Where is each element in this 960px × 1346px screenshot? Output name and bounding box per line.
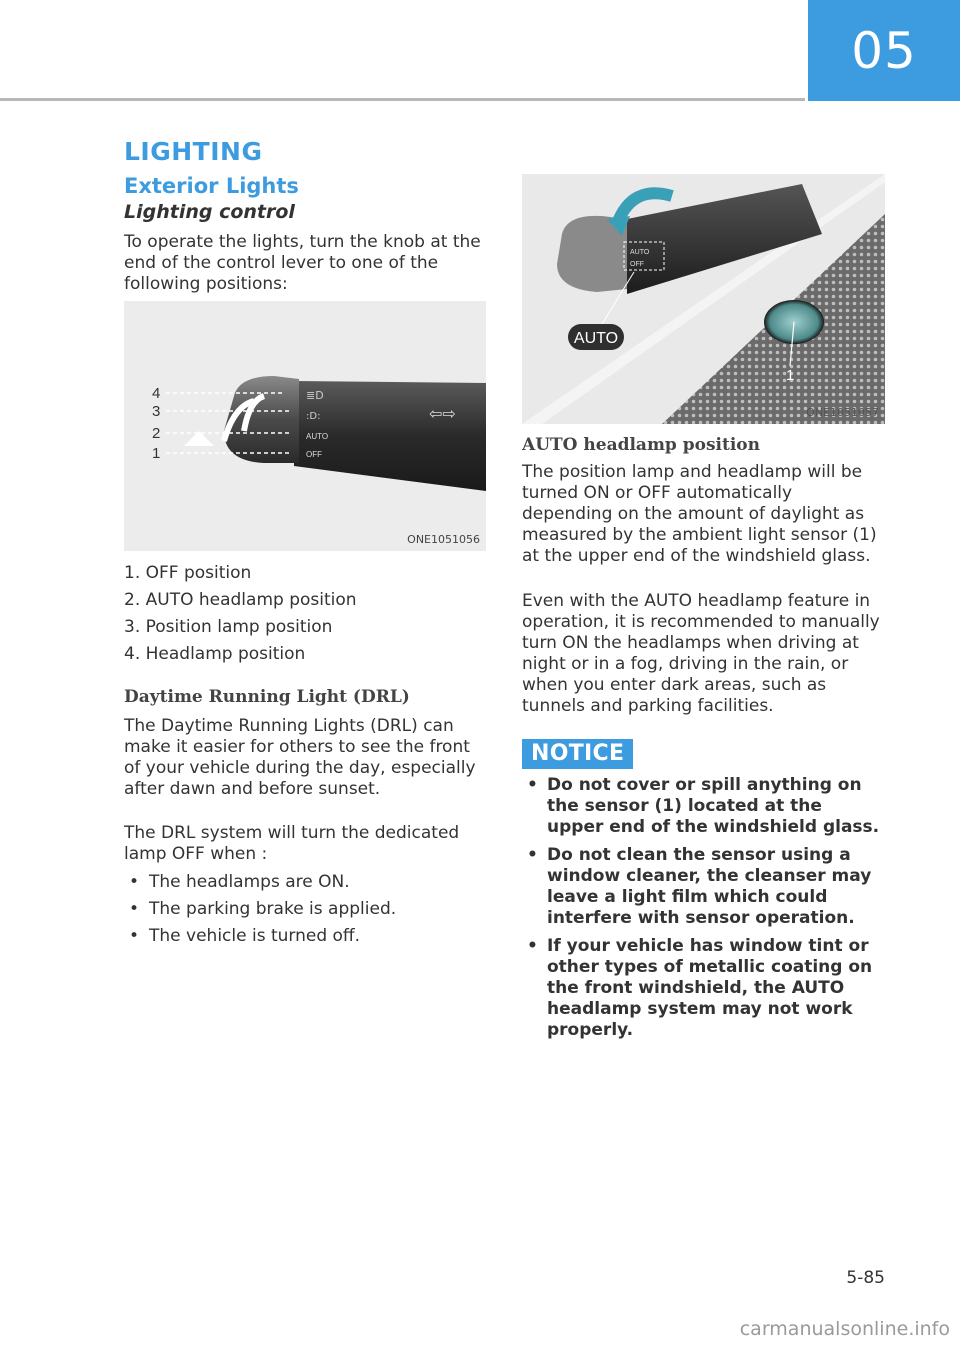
- switch-off-label: OFF: [630, 261, 644, 268]
- turn-signal-icon: ⇦⇨: [429, 404, 456, 423]
- auto-paragraph-2: Even with the AUTO headlamp feature in operation, it is recommended to manually turn ON the headlamps when driving at night or in a fog, driving in the rain, or when you enter dark areas, such as tunnels and parking facilities.: [522, 591, 880, 716]
- callout-1: 1: [152, 445, 161, 462]
- bullet-text: Do not clean the sensor using a window cleaner, the cleanser may leave a light film which could interfere with sensor operation.: [547, 845, 872, 928]
- bullet-text: The headlamps are ON.: [149, 872, 350, 892]
- list-item: [522, 936, 884, 1041]
- figure-code: ONE1051056: [407, 533, 480, 546]
- auto-tag-label: AUTO: [573, 330, 619, 347]
- drl-paragraph-2: The DRL system will turn the dedicated lamp OFF when :: [124, 823, 460, 864]
- list-item: 1. OFF position: [124, 563, 252, 583]
- figure-code: ONE1051057: [806, 406, 879, 419]
- watermark: carmanualsonline.info: [739, 1318, 950, 1340]
- bullet-icon: •: [527, 936, 538, 956]
- callout-2: 2: [152, 425, 161, 442]
- lever-figure: [124, 301, 486, 551]
- bullet-icon: •: [129, 926, 140, 946]
- bullet-text: The parking brake is applied.: [149, 899, 397, 919]
- auto-headlamp-heading: AUTO headlamp position: [522, 435, 760, 455]
- list-item: [124, 926, 486, 947]
- callout-3: 3: [152, 403, 161, 420]
- header-rule: [0, 98, 805, 101]
- notice-label: NOTICE: [522, 739, 633, 769]
- sensor-illustration: [522, 174, 885, 424]
- notice-bullets: [522, 775, 884, 1048]
- lever-illustration: [124, 301, 486, 551]
- positions-list: [124, 560, 486, 668]
- subsubsection-title: Lighting control: [124, 201, 295, 223]
- drl-bullets: [124, 872, 486, 953]
- bullet-text: Do not cover or spill anything on the sensor (1) located at the upper end of the windshield glass.: [547, 775, 880, 837]
- list-item: 4. Headlamp position: [124, 644, 306, 664]
- list-item: [522, 845, 884, 929]
- section-title: LIGHTING: [124, 137, 263, 166]
- list-item: 3. Position lamp position: [124, 617, 333, 637]
- sensor-callout: 1: [786, 367, 795, 384]
- bullet-icon: •: [527, 775, 538, 795]
- drl-heading: Daytime Running Light (DRL): [124, 687, 410, 707]
- position-lamp-symbol-icon: :D:: [306, 411, 321, 422]
- intro-paragraph: To operate the lights, turn the knob at the end of the control lever to one of the following positions:: [124, 232, 481, 294]
- list-item: [124, 872, 486, 893]
- chapter-number: 05: [851, 21, 917, 80]
- subsection-title: Exterior Lights: [124, 174, 299, 198]
- list-item: [522, 775, 884, 838]
- bullet-icon: •: [129, 872, 140, 892]
- bullet-text: If your vehicle has window tint or other types of metallic coating on the front windshield, the AUTO headlamp system may not work properly.: [547, 936, 873, 1040]
- list-item: [124, 899, 486, 920]
- bullet-text: The vehicle is turned off.: [149, 926, 361, 946]
- list-item: 2. AUTO headlamp position: [124, 590, 357, 610]
- switch-off-label: OFF: [306, 450, 322, 459]
- sensor-figure: [522, 174, 885, 424]
- bullet-icon: •: [129, 899, 140, 919]
- auto-paragraph-1: The position lamp and headlamp will be turned ON or OFF automatically depending on the amount of daylight as measured by the ambient light sensor (1) at the upper end of the windshield glass.: [522, 462, 877, 566]
- switch-auto-label: AUTO: [306, 432, 329, 441]
- bullet-icon: •: [527, 845, 538, 865]
- chapter-tab: [808, 0, 960, 101]
- drl-paragraph-1: The Daytime Running Lights (DRL) can make it easier for others to see the front of your vehicle during the day, especially after dawn and before sunset.: [124, 716, 476, 799]
- headlamp-symbol-icon: ≣D: [306, 389, 324, 402]
- callout-4: 4: [152, 385, 161, 402]
- page-number: 5-85: [846, 1268, 885, 1288]
- switch-auto-label: AUTO: [630, 249, 650, 256]
